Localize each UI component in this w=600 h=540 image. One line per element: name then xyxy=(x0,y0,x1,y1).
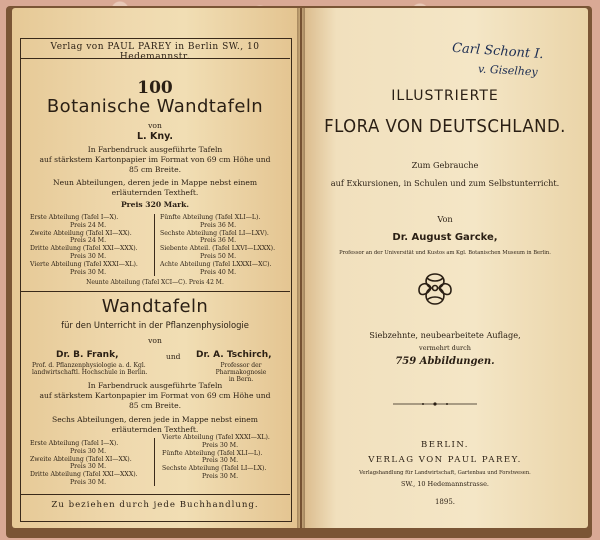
ad1-desc5: erläuternden Textheft. xyxy=(111,188,199,197)
price-line: Preis 24 M. xyxy=(70,237,107,245)
ad2-left-column xyxy=(30,440,150,487)
handwritten-signature: Carl Schont I. xyxy=(451,40,545,63)
price-line: Preis 30 M. xyxy=(202,441,239,449)
ad2-desc3: 85 cm Breite. xyxy=(128,401,182,410)
publisher-address: SW., 10 Hedemannstrasse. xyxy=(401,480,489,488)
ad-footer: Zu beziehen durch jede Buchhandlung. xyxy=(51,500,259,510)
place-of-publication: BERLIN. xyxy=(421,440,469,450)
subtitle-line1: Zum Gebrauche xyxy=(411,160,479,170)
price-line: Sechste Abteilung (Tafel LI—LX). xyxy=(162,465,267,473)
author-desc-line: landwirtschaftl. Hochschule in Berlin. xyxy=(32,369,148,377)
price-line: Sechste Abteilung (Tafel LI—LXV). xyxy=(160,229,269,237)
ad1-left-column xyxy=(30,214,150,276)
ad2-title: Wandtafeln xyxy=(101,296,209,317)
right-page xyxy=(302,8,588,528)
price-line: Dritte Abteilung (Tafel XXI—XXX). xyxy=(30,245,138,253)
ad2-von: von xyxy=(148,336,162,345)
price-line: Dritte Abteilung (Tafel XXI—XXX). xyxy=(30,471,138,479)
price-line: Preis 30 M. xyxy=(202,472,239,480)
ad1-count: 100 xyxy=(137,78,173,98)
price-line: Fünfte Abteilung (Tafel XLI—L). xyxy=(162,449,263,457)
ad1-desc4: Neun Abteilungen, deren jede in Mappe nebst einem xyxy=(52,178,258,187)
ad1-desc1: In Farbendruck ausgeführte Tafeln xyxy=(87,145,223,154)
price-line: Zweite Abteilung (Tafel XI—XX). xyxy=(30,229,132,237)
ad2-desc2: auf stärkstem Kartonpapier im Format von 69 cm Höhe und xyxy=(39,391,271,400)
price-line: Preis 40 M. xyxy=(200,268,237,276)
ad2-author2: Dr. A. Tschirch, xyxy=(196,350,272,360)
handwritten-signature-line2: v. Giselhey xyxy=(477,62,539,79)
ad2-desc4: Sechs Abteilungen, deren jede in Mappe nebst einem xyxy=(52,415,258,424)
ad2-author1-desc xyxy=(32,362,162,376)
ad1-desc2: auf stärkstem Kartonpapier im Format von 69 cm Höhe und xyxy=(39,155,271,164)
publisher-description: Verlagshandlung für Landwirtschaft, Gartenbau und Forstwesen. xyxy=(359,470,531,476)
ad1-title: Botanische Wandtafeln xyxy=(46,96,264,117)
price-line: Zweite Abteilung (Tafel XI—XX). xyxy=(30,455,132,463)
price-line: Preis 30 M. xyxy=(70,268,107,276)
price-line: Erste Abteilung (Tafel I—X). xyxy=(30,440,119,447)
price-line: Preis 30 M. xyxy=(70,447,107,455)
ad1-author: L. Kny. xyxy=(136,131,174,142)
price-line: Vierte Abteilung (Tafel XXXI—XL). xyxy=(162,434,270,441)
author-name: Dr. August Garcke, xyxy=(392,232,498,243)
price-line: Preis 50 M. xyxy=(200,252,237,260)
divider xyxy=(20,58,290,59)
divider xyxy=(20,494,290,495)
ad2-desc5: erläuternden Textheft. xyxy=(111,425,199,434)
book-gutter xyxy=(297,8,305,528)
price-line: Preis 30 M. xyxy=(70,478,107,486)
illustrations-count: 759 Abbildungen. xyxy=(395,356,495,367)
ad1-von: von xyxy=(148,121,162,130)
price-line: Siebente Abteil. (Tafel LXVI—LXXX). xyxy=(160,245,276,253)
price-line: Preis 36 M. xyxy=(200,221,237,229)
title-line1: ILLUSTRIERTE xyxy=(391,88,499,104)
price-line: Preis 30 M. xyxy=(70,252,107,260)
author-description: Professor an der Universität und Kustos am Kgl. Botanischen Museum in Berlin. xyxy=(339,250,551,256)
ad2-right-column xyxy=(162,434,288,481)
price-line: Preis 30 M. xyxy=(202,457,239,465)
ad1-desc3: 85 cm Breite. xyxy=(128,165,182,174)
ad2-und: und xyxy=(166,352,181,361)
author-desc-line: in Bern. xyxy=(228,376,254,384)
edition-line1: Siebzehnte, neubearbeitete Auflage, xyxy=(369,330,521,340)
subtitle-line2: auf Exkursionen, in Schulen und zum Selbstunterricht. xyxy=(330,178,560,188)
decorative-rule-icon xyxy=(393,400,477,408)
price-line: Preis 30 M. xyxy=(70,463,107,471)
divider xyxy=(20,291,290,292)
author-desc-line: Professor der Pharmakognosie xyxy=(215,362,267,377)
price-line: Erste Abteilung (Tafel I—X). xyxy=(30,214,119,221)
ornament-icon xyxy=(413,270,457,310)
edition-line2: vermehrt durch xyxy=(419,344,471,352)
column-divider xyxy=(154,214,155,276)
price-line: Fünfte Abteilung (Tafel XLI—L). xyxy=(160,214,261,221)
ad2-subtitle: für den Unterricht in der Pflanzenphysiologie xyxy=(61,320,249,330)
ad2-author1: Dr. B. Frank, xyxy=(56,350,119,360)
price-line: Achte Abteilung (Tafel LXXXI—XC). xyxy=(160,260,272,268)
ad1-ninth: Neunte Abteilung (Tafel XCI—C). Preis 42 M. xyxy=(86,279,224,286)
price-line: Preis 24 M. xyxy=(70,221,107,229)
ad1-right-column xyxy=(160,214,288,276)
von-label: Von xyxy=(437,214,453,224)
author-desc-line: Prof. d. Pflanzenphysiologie a. d. Kgl. xyxy=(32,362,146,369)
ad1-price: Preis 320 Mark. xyxy=(120,200,190,209)
title-line2: FLORA VON DEUTSCHLAND. xyxy=(324,116,566,137)
column-divider xyxy=(154,438,155,486)
price-line: Vierte Abteilung (Tafel XXXI—XL). xyxy=(30,260,138,268)
publication-year: 1895. xyxy=(434,498,456,506)
publisher-name: VERLAG VON PAUL PAREY. xyxy=(368,455,522,465)
price-line: Preis 36 M. xyxy=(200,237,237,245)
ad2-desc1: In Farbendruck ausgeführte Tafeln xyxy=(87,381,223,390)
publisher-line: Verlag von PAUL PAREY in Berlin SW., 10 Hedemannstr. xyxy=(50,42,260,62)
